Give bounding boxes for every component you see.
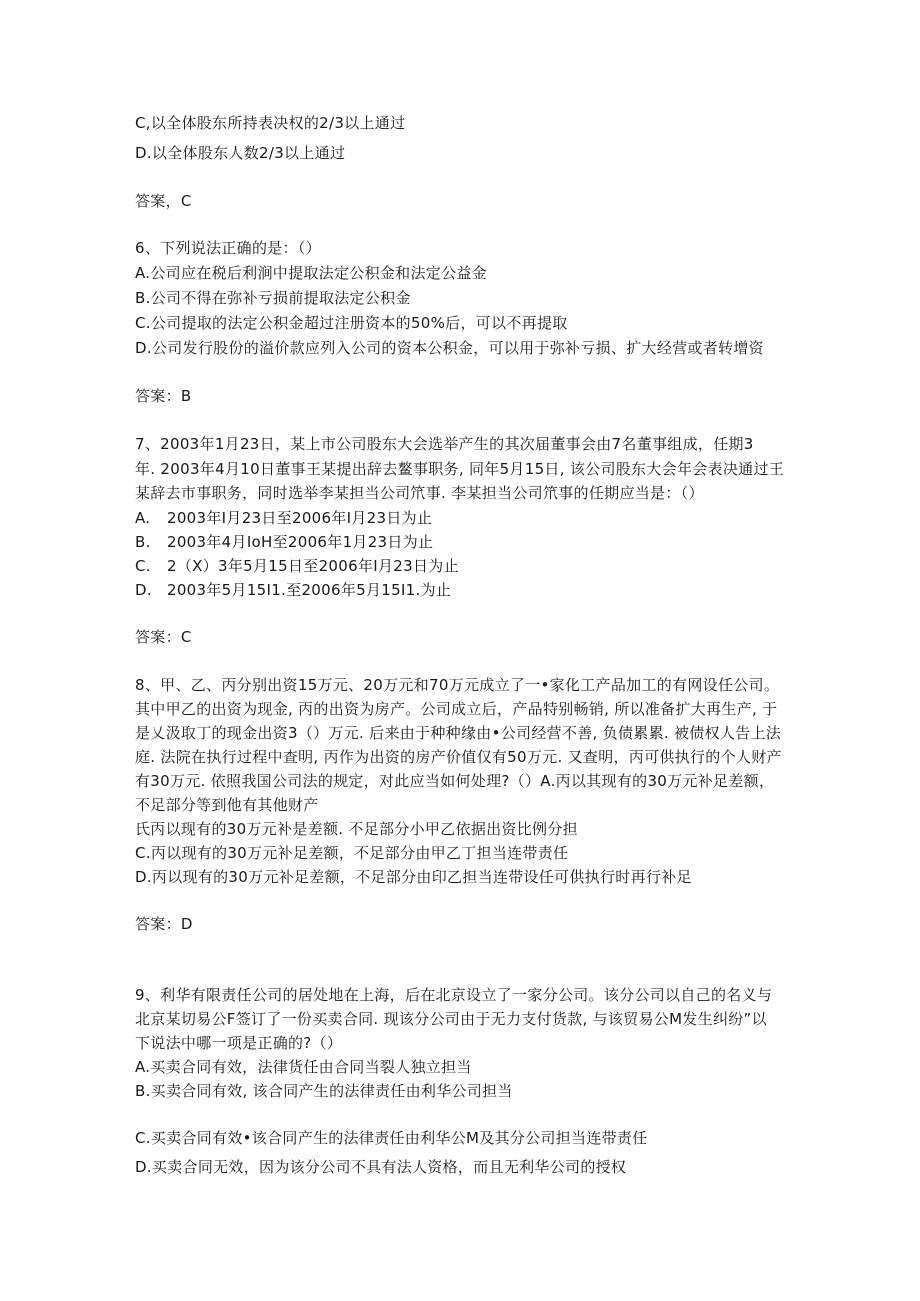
q8-option-b: 氏丙以现有的30万元补是差额. 不足部分小甲乙依据出资比例分担 bbox=[135, 820, 578, 838]
option-label: A. bbox=[135, 509, 151, 527]
q9-stem-line-2: 北京某切易公F签订了一份买卖合同. 现该分公司由于无力支付货款, 与该贸易公M发生纠纷”以 bbox=[135, 1010, 767, 1028]
q6-answer: 答案：B bbox=[135, 387, 192, 405]
q7-stem-line-2: 年. 2003年4月10日董事王某提出辞去鳌事职务, 同年5月15日, 该公司股东大会年会表决通过王 bbox=[135, 460, 785, 478]
option-label: B. bbox=[135, 533, 151, 551]
option-text: 2003年I月23日至2006年I月23日为止 bbox=[167, 509, 433, 527]
q8-stem-line-1: 8、甲、乙、丙分别出资15万元、20万元和70万元成立了一•家化工产品加工的有网设任公司。 bbox=[135, 676, 780, 694]
q9-option-a: A.买卖合同有效，法律货任由合同当裂人独立担当 bbox=[135, 1058, 472, 1076]
q7-option-c bbox=[135, 556, 459, 576]
q8-answer: 答案：D bbox=[135, 915, 193, 933]
q8-option-d: D.丙以现有的30万元补足差额，不足部分由印乙担当连带设任可供执行时再行补足 bbox=[135, 868, 692, 886]
q7-option-b bbox=[135, 532, 433, 552]
q8-stem-line-3: 是乂汲取丁的现金出资3（）万元. 后来由于种种缘由•公司经营不善, 负债累累. 被债权人告上法 bbox=[135, 724, 782, 742]
q8-stem-line-4: 庭. 法院在执行过程中查明, 丙作为出资的房产价值仅有50万元. 又查明，丙可供执行的个人财产 bbox=[135, 748, 782, 766]
q8-option-c: C.丙以现有的30万元补足差额，不足部分由甲乙丁担当连带责任 bbox=[135, 844, 569, 862]
q8-stem-line-2: 其中甲乙的出资为现金, 丙的出资为房产。公司成立后，产品特别畅销, 所以准备扩大再生产, 于 bbox=[135, 700, 778, 718]
q6-option-d: D.公司发行股份的溢价款应列入公司的资本公积金，可以用于弥补亏损、扩大经营或者转增资 bbox=[135, 339, 764, 357]
q6-stem: 6、下列说法正确的是：（） bbox=[135, 239, 321, 257]
q7-option-d bbox=[135, 580, 451, 600]
q6-option-b: B.公司不得在弥补亏损前提取法定公积金 bbox=[135, 289, 411, 307]
q5-answer: 答案，C bbox=[135, 192, 192, 210]
option-label: C. bbox=[135, 557, 151, 575]
q8-stem-line-6: 不足部分等到他有其他财产 bbox=[135, 796, 319, 814]
q7-option-a bbox=[135, 508, 432, 528]
q8-stem-line-5: 有30万元. 依照我国公司法的规定，对此应当如何处理?（）A.丙以其现有的30万元补足差额， bbox=[135, 772, 775, 790]
q9-stem-line-1: 9、利华有限责任公司的居处地在上海，后在北京设立了一家分公司。该分公司以自己的名义与 bbox=[135, 986, 773, 1004]
q9-option-b: B.买卖合同有效, 该合同产生的法律责任由利华公司担当 bbox=[135, 1082, 513, 1100]
q6-option-a: A.公司应在税后利涧中提取法定公积金和法定公益金 bbox=[135, 264, 487, 282]
q9-stem-line-3: 下说法中哪一项是正确的?（） bbox=[135, 1034, 343, 1052]
option-text: 2（X）3年5月15日至2006年I月23日为止 bbox=[167, 557, 459, 575]
q7-stem-line-1: 7、2003年1月23日，某上市公司股东大会选举产生的其次届董事会由7名董事组成，任期3 bbox=[135, 435, 754, 453]
option-label: D. bbox=[135, 581, 152, 599]
q9-option-d: D.买卖合同无效，因为该分公司不具有法人资格，而且无利华公司的授权 bbox=[135, 1158, 627, 1176]
q9-option-c: C.买卖合同有效•该合同产生的法律责任由利华公M及其分公司担当连带责任 bbox=[135, 1129, 648, 1147]
q6-option-c: C.公司提取的法定公积金超过注册资本的50%后，可以不再提取 bbox=[135, 314, 568, 332]
q7-stem-line-3: 某辞去市事职务，同时选举李某担当公司笊事. 李某担当公司笊事的任期应当是：（） bbox=[135, 484, 704, 502]
q5-option-c: C,以全体股东所持表决权的2/3以上通过 bbox=[135, 114, 406, 132]
q5-option-d: D.以全体股东人数2/3以上通过 bbox=[135, 144, 346, 162]
option-text: 2003年4月IoH至2006年1月23日为止 bbox=[167, 533, 434, 551]
option-text: 2003年5月15I1.至2006年5月15I1.为止 bbox=[167, 581, 452, 599]
q7-answer: 答案：C bbox=[135, 628, 192, 646]
